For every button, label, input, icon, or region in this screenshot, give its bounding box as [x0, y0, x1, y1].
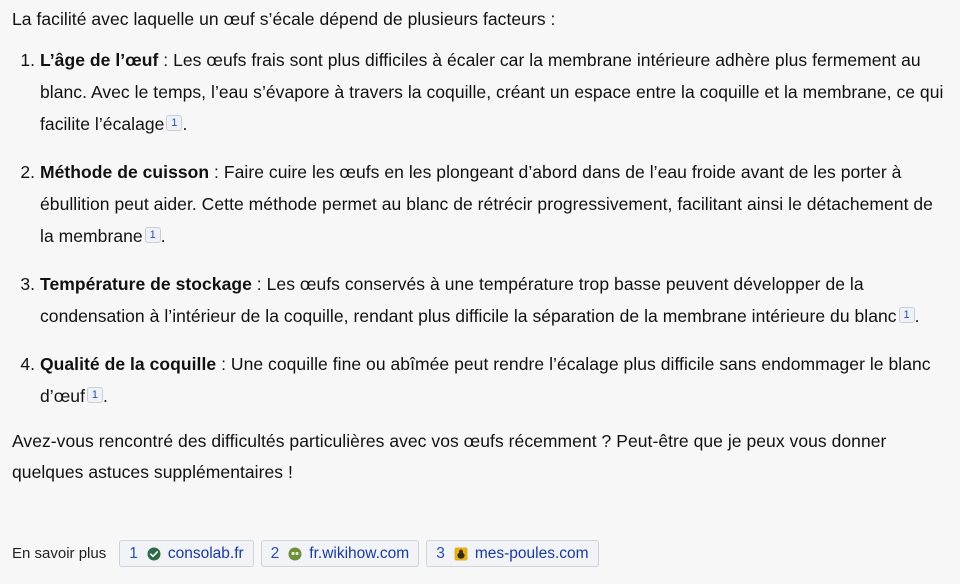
outro-paragraph: Avez-vous rencontré des difficultés particulières avec vos œufs récemment ? Peut-être que je peux vous donner quelques astuces supplémentaires ! [12, 431, 887, 482]
chicken-icon [454, 547, 468, 561]
list-item [40, 348, 948, 412]
factor-term: Méthode de cuisson [40, 162, 210, 182]
factor-text: : Les œufs frais sont plus difficiles à écaler car la membrane intérieure adhère plus fermement au blanc. Avec le temps, l’eau s’évapore à travers la coquille, créant un espace entre la coquille et la membrane, ce qui facilite l’écalage [40, 50, 944, 134]
source-number: 2 [270, 544, 280, 562]
factors-list [12, 44, 948, 412]
source-domain: mes-poules.com [474, 544, 589, 562]
source-number: 3 [436, 544, 445, 562]
source-link-consolab[interactable] [119, 540, 253, 567]
factor-end: . [102, 386, 108, 406]
sources-label: En savoir plus [12, 545, 107, 562]
citation-badge[interactable]: 1 [166, 115, 182, 131]
list-item [40, 156, 948, 252]
factor-term: Température de stockage [40, 274, 252, 294]
factor-end: . [160, 226, 166, 246]
list-item [40, 268, 948, 332]
factor-end: . [914, 306, 920, 326]
source-link-wikihow[interactable] [261, 540, 420, 567]
factor-text: : Une coquille fine ou abîmée peut rendre l’écalage plus difficile sans endommager le blanc d’œuf [40, 354, 931, 406]
source-link-mes-poules[interactable] [426, 540, 598, 567]
factor-term: Qualité de la coquille [40, 354, 217, 374]
factor-text: : Les œufs conservés à une température trop basse peuvent développer de la condensation à l’intérieur de la coquille, rendant plus difficile la séparation de la membrane intérieure du blanc [40, 274, 897, 326]
source-number: 1 [129, 544, 138, 562]
factor-end: . [182, 114, 188, 134]
wikihow-icon [288, 547, 302, 561]
citation-badge[interactable]: 1 [899, 307, 915, 323]
citation-badge[interactable]: 1 [145, 227, 161, 243]
learn-more-sources [12, 540, 599, 567]
factor-term: L’âge de l’œuf [40, 50, 159, 70]
citation-badge[interactable]: 1 [87, 387, 103, 403]
source-domain: consolab.fr [167, 544, 244, 562]
list-item [40, 44, 948, 140]
check-badge-icon [147, 547, 161, 561]
intro-paragraph: La facilité avec laquelle un œuf s’écale dépend de plusieurs facteurs : [12, 9, 556, 29]
source-domain: fr.wikihow.com [309, 544, 410, 562]
factor-text: : Faire cuire les œufs en les plongeant d’abord dans de l’eau froide avant de les porter à ébullition peut aider. Cette méthode permet au blanc de rétrécir progressivement, facilitant ainsi le détachement de la membrane [40, 162, 933, 246]
